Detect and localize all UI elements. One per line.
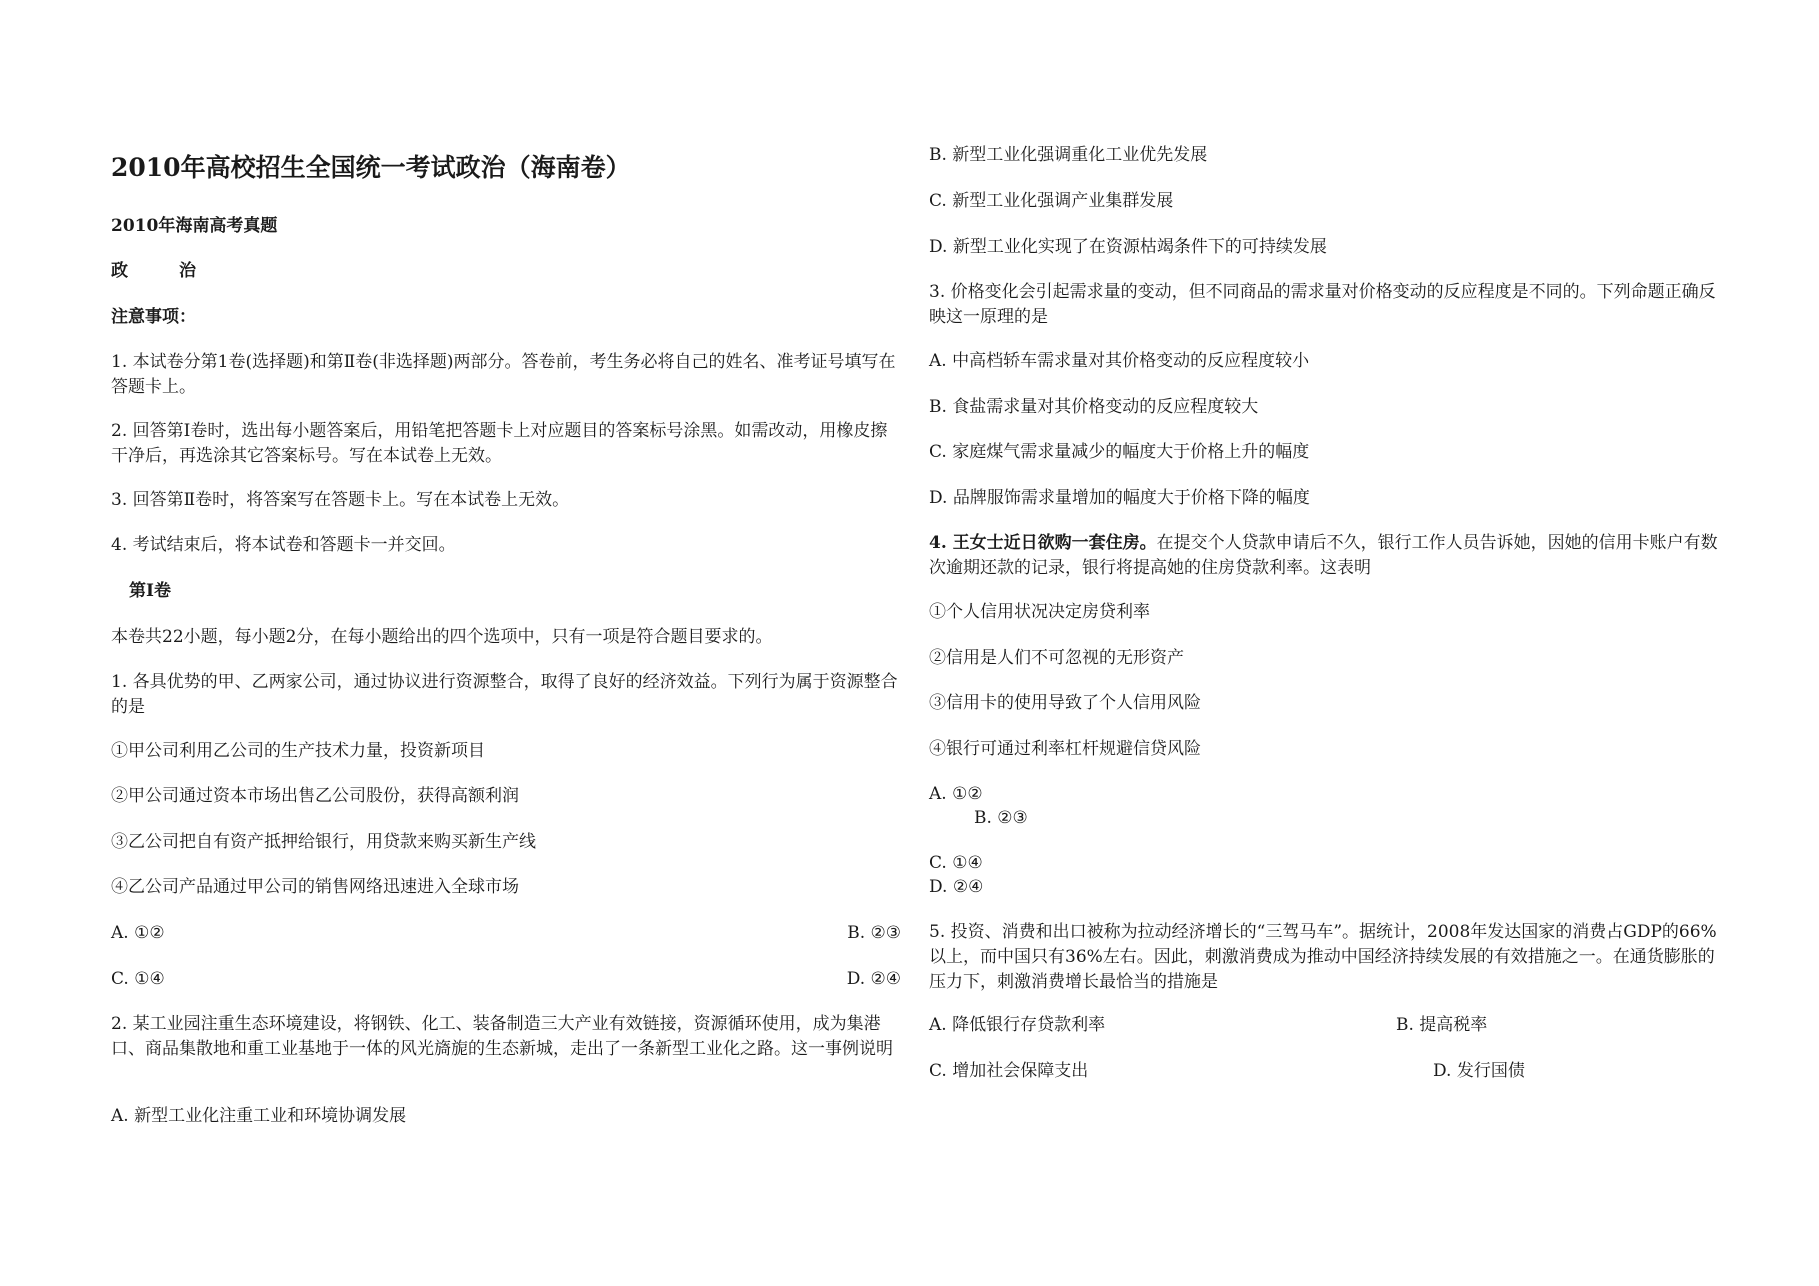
q4-stem [929,531,1725,581]
q4-option-b: B. ②③ [974,808,1028,828]
q3-option-b: B. 食盐需求量对其价格变动的反应程度较大 [929,397,1259,417]
q1-option-b: B. ②③ [847,923,901,943]
q1-option-c: C. ①④ [111,969,165,989]
q3-option-d: D. 品牌服饰需求量增加的幅度大于价格下降的幅度 [929,488,1310,508]
exam-title: 2010年高校招生全国统一考试政治（海南卷） [111,153,631,182]
q4-stem-rest: 在提交个人贷款申请后不久，银行工作人员告诉她，因她的信用卡账户有数次逾期还款的记录，银行将提高她的住房贷款利率。这表明 [929,533,1718,578]
q1-item-3: ③乙公司把自有资产抵押给银行，用贷款来购买新生产线 [111,832,536,852]
q1-item-1: ①甲公司利用乙公司的生产技术力量，投资新项目 [111,741,485,761]
q1-stem: 1. 各具优势的甲、乙两家公司，通过协议进行资源整合，取得了良好的经济效益。下列行为属于资源整合的是 [111,672,898,717]
q4-option-a: A. ①② [929,784,983,804]
notice-item-3: 3. 回答第Ⅱ卷时，将答案写在答题卡上。写在本试卷上无效。 [111,490,570,510]
subject-label: 政 治 [111,261,196,281]
notice-heading: 注意事项： [111,307,196,327]
q1-item-4: ④乙公司产品通过甲公司的销售网络迅速进入全球市场 [111,877,519,897]
q3-stem: 3. 价格变化会引起需求量的变动，但不同商品的需求量对价格变动的反应程度是不同的。下列命题正确反映这一原理的是 [929,282,1716,327]
part1-instruction: 本卷共22小题，每小题2分，在每小题给出的四个选项中，只有一项是符合题目要求的。 [111,627,773,647]
notice-item-2: 2. 回答第Ⅰ卷时，选出每小题答案后，用铅笔把答题卡上对应题目的答案标号涂黑。如需改动，用橡皮擦干净后，再选涂其它答案标号。写在本试卷上无效。 [111,421,888,466]
q2-option-c: C. 新型工业化强调产业集群发展 [929,191,1174,211]
q5-option-b: B. 提高税率 [1396,1015,1488,1035]
notice-item-1: 1. 本试卷分第1卷(选择题)和第Ⅱ卷(非选择题)两部分。答卷前，考生务必将自己的姓名、准考证号填写在答题卡上。 [111,352,896,397]
q5-option-c: C. 增加社会保障支出 [929,1061,1089,1081]
q1-item-2: ②甲公司通过资本市场出售乙公司股份，获得高额利润 [111,786,519,806]
q2-stem: 2. 某工业园注重生态环境建设，将钢铁、化工、装备制造三大产业有效链接，资源循环使用，成为集港口、商品集散地和重工业基地于一体的风光旖旎的生态新城，走出了一条新型工业化之路。这一事例说明 [111,1014,893,1059]
q3-option-a: A. 中高档轿车需求量对其价格变动的反应程度较小 [929,351,1310,371]
q4-item-2: ②信用是人们不可忽视的无形资产 [929,648,1184,668]
q1-options-row-1 [111,921,901,946]
q1-options-row-2 [111,967,901,992]
q5-option-a: A. 降低银行存贷款利率 [929,1015,1106,1035]
q5-options-row-1 [929,1013,1725,1038]
q1-option-a: A. ①② [111,923,165,943]
q2-option-d: D. 新型工业化实现了在资源枯竭条件下的可持续发展 [929,237,1327,257]
notice-item-4: 4. 考试结束后，将本试卷和答题卡一并交回。 [111,535,456,555]
q5-options-row-2 [929,1059,1725,1084]
q4-item-1: ①个人信用状况决定房贷利率 [929,602,1150,622]
q4-item-4: ④银行可通过利率杠杆规避信贷风险 [929,739,1201,759]
part1-heading: 第Ⅰ卷 [129,581,171,601]
q4-option-d: D. ②④ [929,877,984,897]
q4-option-c: C. ①④ [929,853,983,873]
q5-option-d: D. 发行国债 [1433,1061,1525,1081]
q1-option-d: D. ②④ [846,969,901,989]
exam-subtitle: 2010年海南高考真题 [111,216,278,236]
q4-stem-bold: 4. 王女士近日欲购一套住房。 [929,533,1157,553]
q2-option-b: B. 新型工业化强调重化工业优先发展 [929,145,1208,165]
q5-stem: 5. 投资、消费和出口被称为拉动经济增长的“三驾马车”。据统计，2008年发达国家的消费占GDP的66%以上，而中国只有36%左右。因此，刺激消费成为推动中国经济持续发展的有效措施之一。在通货膨胀的压力下，刺激消费增长最恰当的措施是 [929,922,1717,992]
q4-item-3: ③信用卡的使用导致了个人信用风险 [929,693,1201,713]
q3-option-c: C. 家庭煤气需求量减少的幅度大于价格上升的幅度 [929,442,1310,462]
q2-option-a: A. 新型工业化注重工业和环境协调发展 [111,1106,407,1126]
